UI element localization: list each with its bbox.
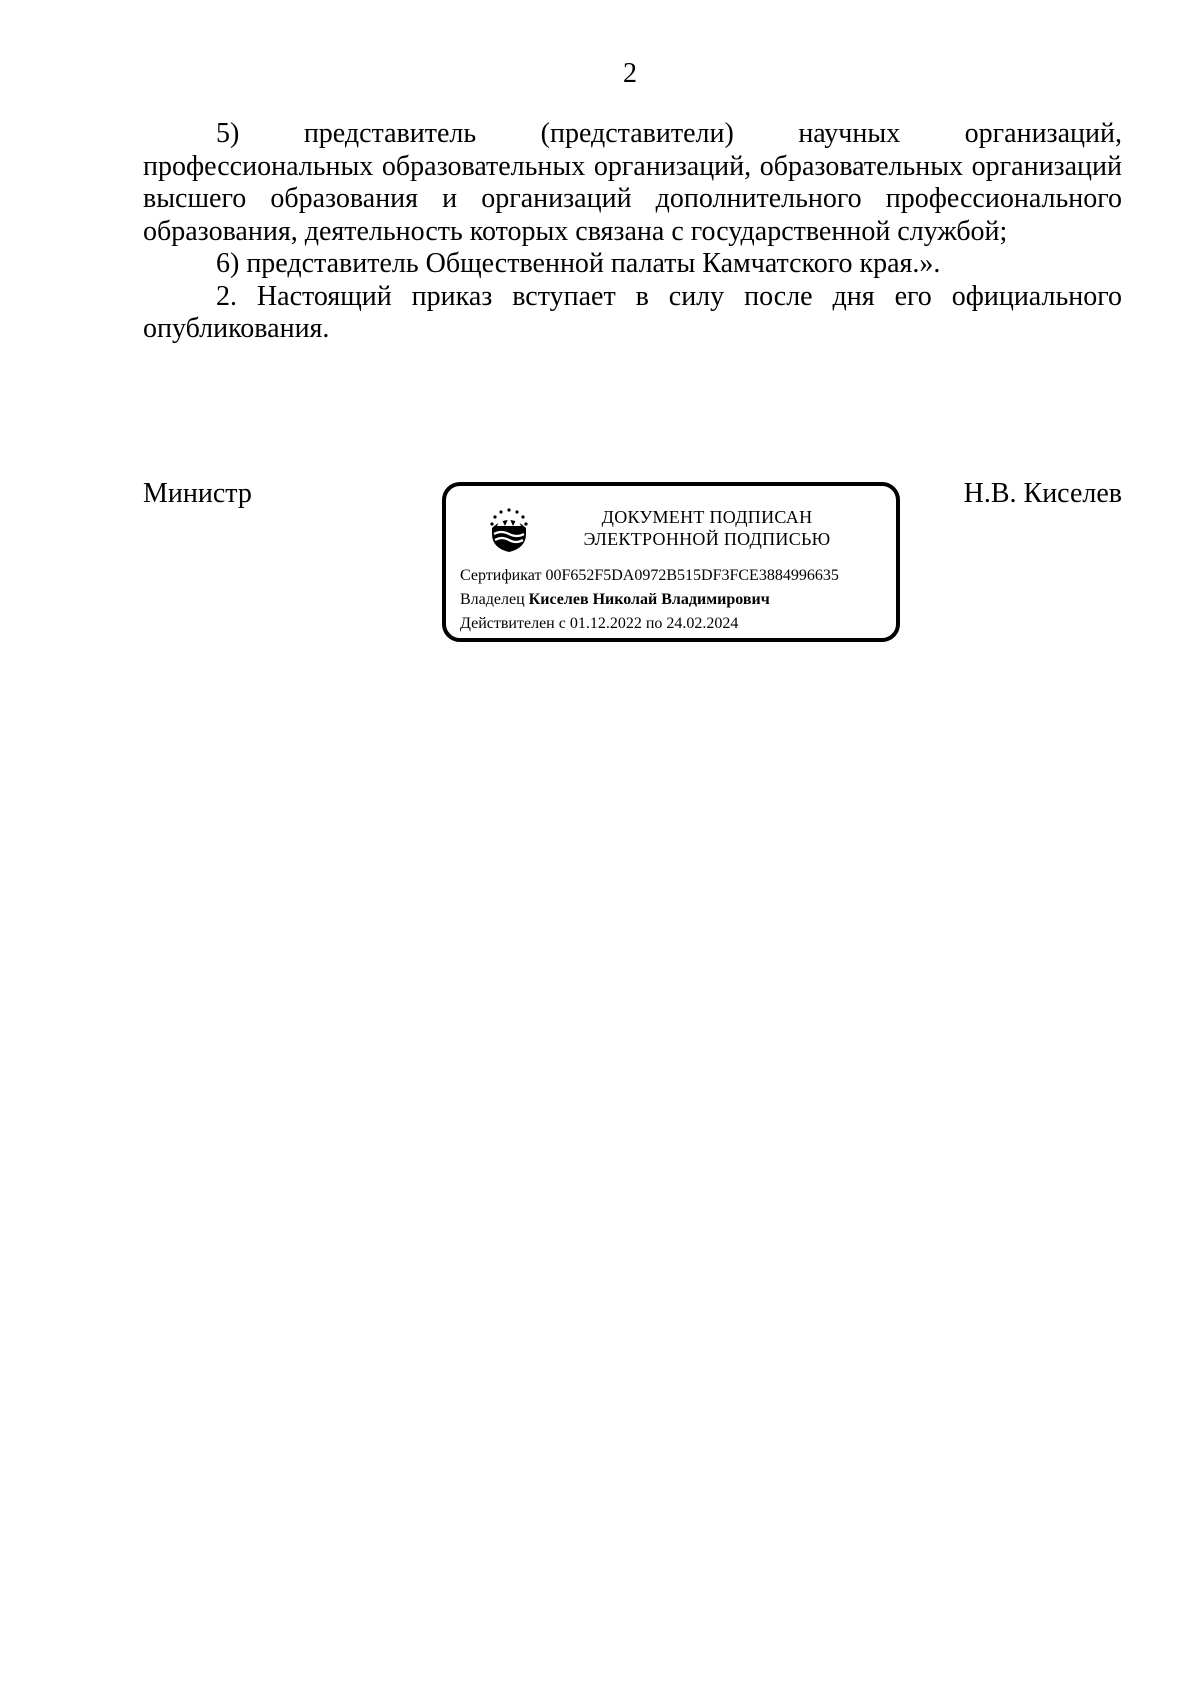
document-body — [143, 118, 1122, 346]
owner-label: Владелец — [460, 591, 525, 608]
signer-name: Н.В. Киселев — [963, 478, 1122, 509]
certificate-label: Сертификат — [460, 567, 542, 584]
coat-of-arms-icon — [484, 504, 534, 554]
valid-to-label: по — [645, 615, 663, 632]
paragraph-item-5: 5) представитель (представители) научных организаций, профессиональных образовательных организаций, образовательных организаций высшего образования и организаций дополнительного профессионального образования, деятельность которых связана с государственной службой; — [143, 118, 1122, 247]
valid-label: Действителен — [460, 615, 555, 632]
page-number: 2 — [623, 58, 637, 89]
stamp-owner — [460, 590, 770, 610]
paragraph-item-6: 6) представитель Общественной палаты Камчатского края.». — [216, 248, 941, 279]
stamp-heading-line1: ДОКУМЕНТ ПОДПИСАН — [601, 507, 813, 527]
owner-value: Киселев Николай Владимирович — [528, 591, 770, 608]
certificate-value: 00F652F5DA0972B515DF3FCE3884996635 — [545, 567, 839, 584]
valid-from-date: 01.12.2022 — [569, 615, 642, 632]
valid-to-date: 24.02.2024 — [666, 615, 739, 632]
stamp-validity — [460, 614, 738, 634]
electronic-signature-stamp — [442, 482, 900, 642]
valid-from-label: с — [558, 615, 566, 632]
stamp-heading-line2: ЭЛЕКТРОННОЙ ПОДПИСЬЮ — [583, 529, 831, 549]
stamp-heading — [542, 506, 872, 550]
signer-position: Министр — [143, 478, 252, 509]
stamp-certificate — [460, 566, 839, 586]
paragraph-clause-2: 2. Настоящий приказ вступает в силу после дня его официального опубликования. — [143, 280, 1122, 344]
